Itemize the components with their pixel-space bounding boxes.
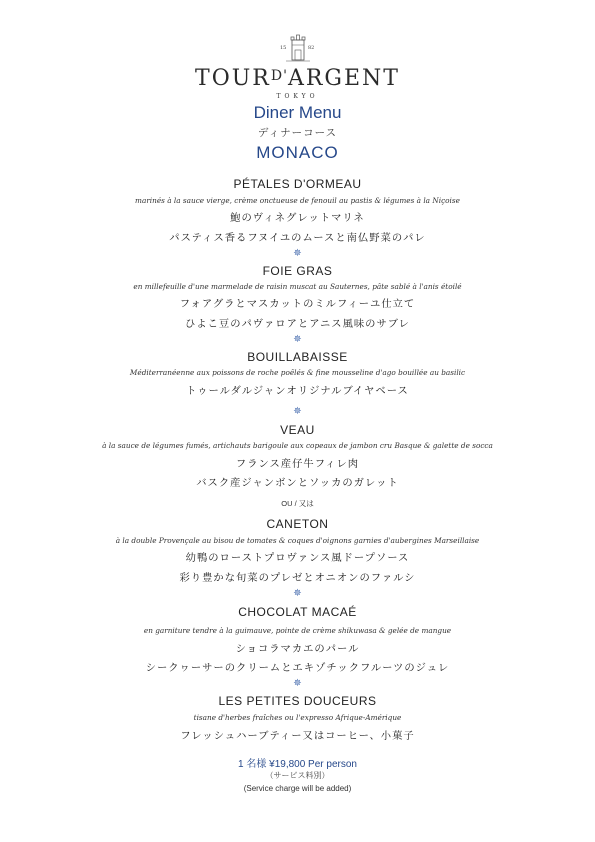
brand-main: TOUR [195,66,271,91]
course-description-fr: Méditerranéenne aux poissons de roche poêlés & fine mousseline d'ago bouillée au basilic [129,368,466,377]
course-title: VEAU [280,423,315,437]
course-description-jp: フォアグラとマスカットのミルフィーユ仕立て [179,298,416,310]
course-description-fr: marinés à la sauce vierge, crème onctueuse de fenouil au pastis & légumes à la Niçoise [135,196,460,205]
brand-rest: ARGENT [287,66,400,91]
crest-year-right: 82 [308,45,315,51]
crest-logo [276,34,320,64]
course-title: BOUILLABAISSE [247,350,348,364]
brand-name [0,66,595,91]
course-description-fr: en millefeuille d'une marmelade de raisin muscat au Sauternes, pâte sablé à l'anis étoilé [133,282,462,291]
snowflake-ornament-icon: ✵ [293,248,302,259]
course-description-jp: ひよこ豆のパヴァロアとアニス風味のサブレ [185,318,410,330]
course-description-jp: バスク産ジャンボンとソッカのガレット [196,477,399,489]
snowflake-ornament-icon: ✵ [293,678,302,689]
snowflake-ornament-icon: ✵ [293,406,302,417]
service-charge-en: (Service charge will be added) [243,784,352,793]
course-description-jp: フレッシュハーブティー又はコーヒー、小菓子 [180,730,415,742]
course-description-fr: en garniture tendre à la guimauve, pointe de crème shikuwasa & gelée de mangue [143,626,452,635]
brand-small: D' [270,68,288,84]
course-description-jp: 鮑のヴィネグレットマリネ [230,212,365,224]
menu-title: Diner Menu [253,103,342,122]
course-description-jp: シークヮーサーのクリームとエキゾチックフルーツのジュレ [145,662,450,674]
course-title: LES PETITES DOUCEURS [218,694,377,708]
course-description-jp: ショコラマカエのパール [235,643,360,655]
course-description-fr: à la sauce de légumes fumés, artichauts barigoule aux copeaux de jambon cru Basque & galette de socca [102,441,493,450]
price-per-person: 1 名様 ¥19,800 Per person [238,759,357,770]
snowflake-ornament-icon: ✵ [293,334,302,345]
course-description-jp: 彩り豊かな旬菜のプレゼとオニオンのファルシ [179,572,416,584]
course-description-jp: 幼鴨のローストプロヴァンス風ドープソース [185,552,410,564]
service-charge-jp: （サービス料別） [265,771,330,780]
course-title: CHOCOLAT MACAÉ [238,605,357,619]
course-description-jp: トゥールダルジャンオリジナルブイヤベース [186,385,409,397]
or-separator: OU / 又は [281,499,314,508]
course-description-jp: フランス産仔牛フィレ肉 [235,458,360,470]
course-title: CANETON [266,517,329,531]
menu-title-jp: ディナーコース [257,127,338,139]
course-description-jp: パスティス香るフヌイユのムースと南仏野菜のパレ [169,232,426,244]
course-title: FOIE GRAS [262,264,333,278]
course-title: PÉTALES D'ORMEAU [233,177,362,191]
course-description-fr: tisane d'herbes fraîches ou l'expresso Afrique-Amérique [193,713,402,722]
snowflake-ornament-icon: ✵ [293,588,302,599]
course-description-fr: à la double Provençale au bisou de tomates & coques d'oignons garnies d'aubergines Marseillaise [115,536,480,545]
brand-city: TOKYO [276,93,319,100]
crest-year-left: 15 [280,45,287,51]
menu-name: MONACO [256,143,339,162]
